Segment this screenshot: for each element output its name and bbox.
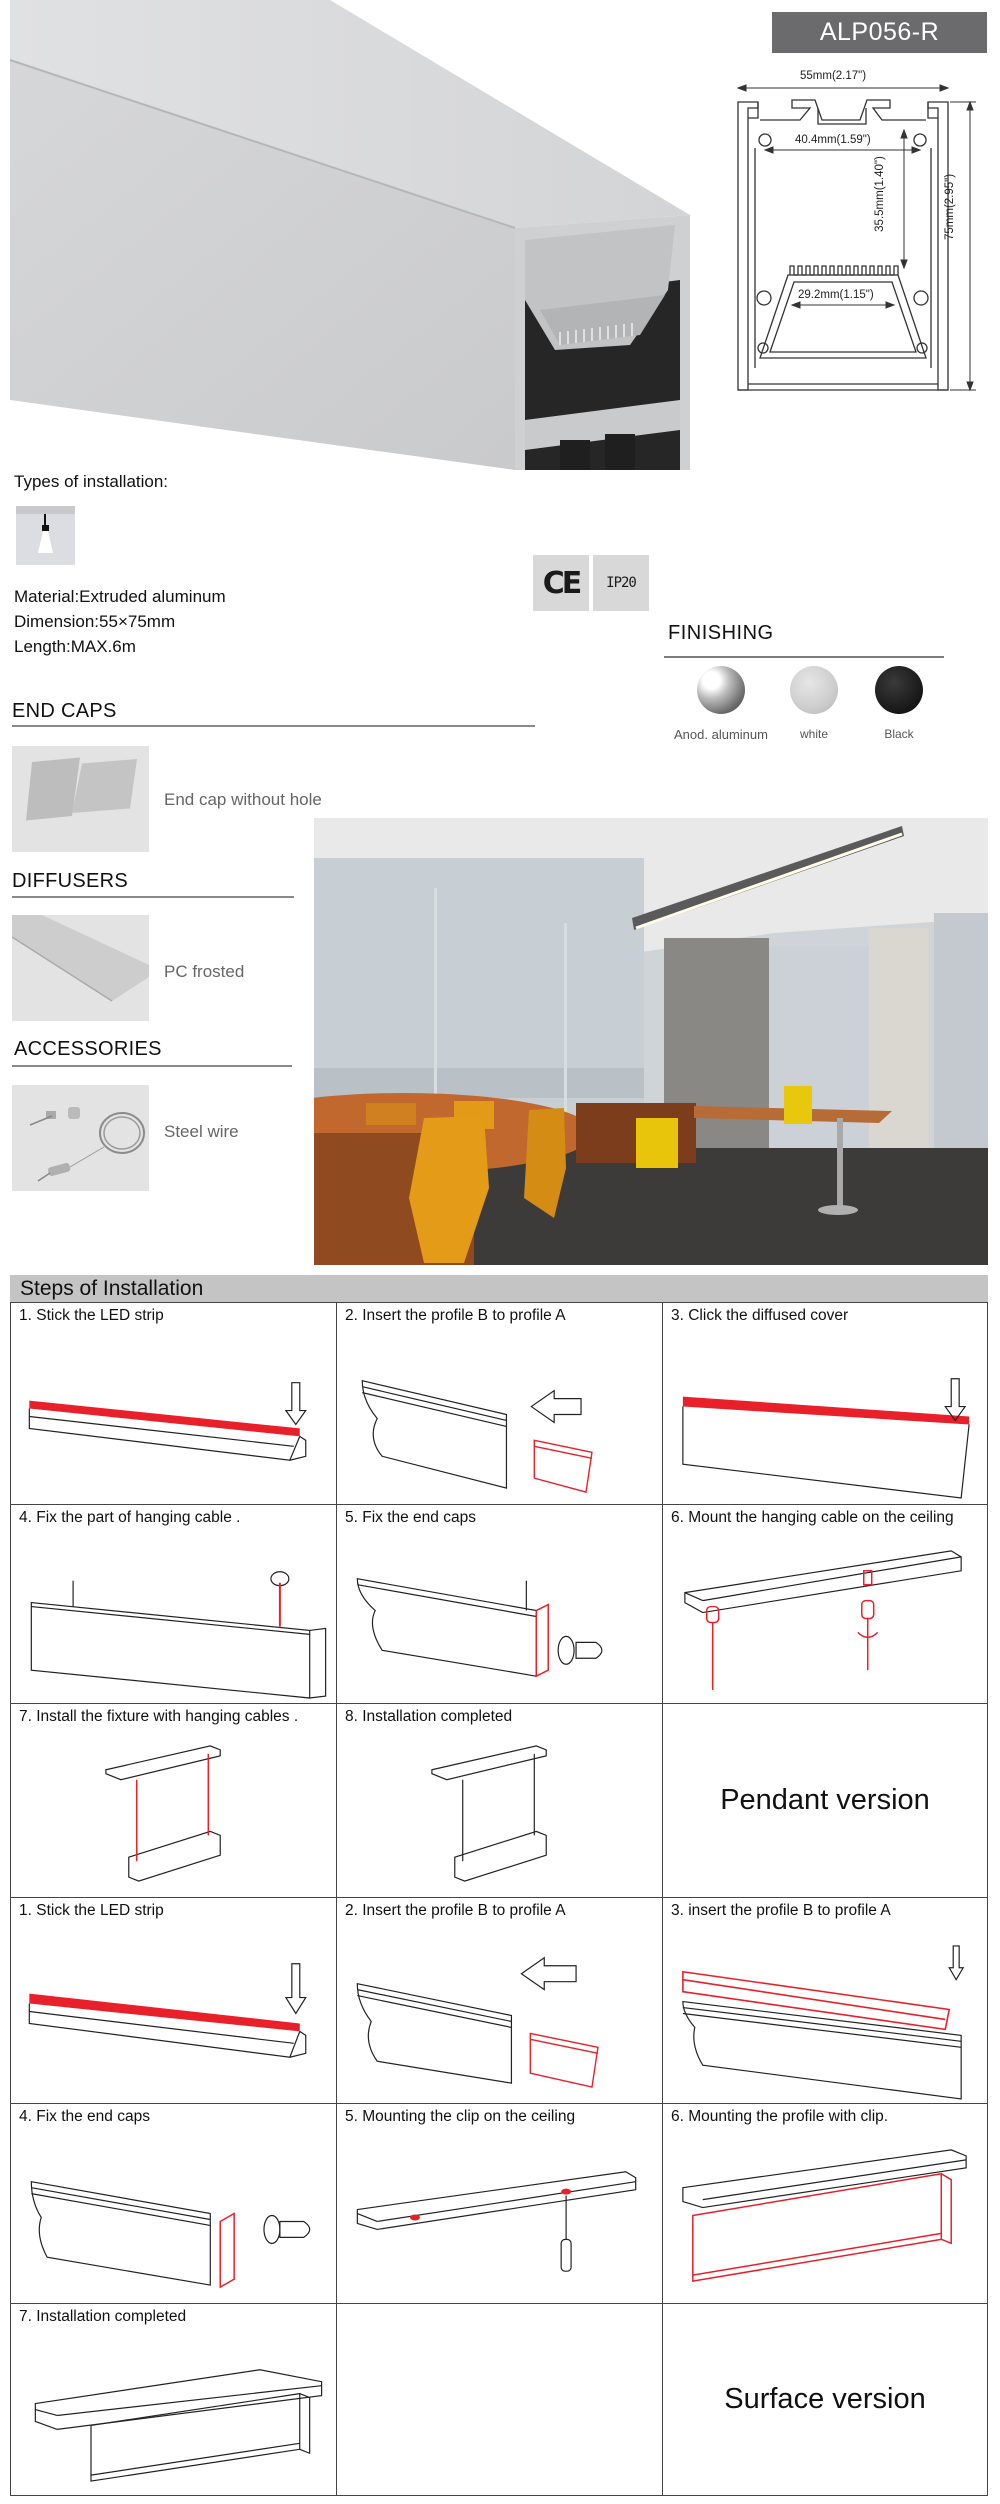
dimension-inner-depth: 35.5mm(1.40") [873,156,886,232]
office-application-photo [314,818,988,1265]
spec-material: Material:Extruded aluminum [14,587,226,606]
pendant-lamp-icon [16,506,75,565]
step-label: 8. Installation completed [345,1708,513,1725]
step-label: 5. Fix the end caps [345,1509,476,1526]
step-cell [663,1505,987,1703]
dimension-width: 55mm(2.17") [800,70,867,82]
divider [12,896,294,898]
end-cap-fix-illustration [337,1531,662,1703]
step-label: 1. Stick the LED strip [19,1902,164,1919]
step-cell [337,2104,663,2303]
step-cell [337,1704,663,1897]
ip-rating-icon: IP20 [593,555,649,611]
diffuser-thumbnail [12,915,149,1021]
steel-wire-label: Steel wire [164,1122,239,1141]
install-fixture-illustration [11,1730,336,1897]
accessories-title: ACCESSORIES [14,1038,162,1060]
step-label: 7. Install the fixture with hanging cables . [19,1708,299,1725]
clip-ceiling-illustration [337,2130,662,2303]
steps-grid [10,1303,988,2496]
pendant-version-label: Pendant version [720,1784,930,1816]
spec-dimension: Dimension:55×75mm [14,612,176,631]
end-caps-title: END CAPS [12,700,117,722]
divider [12,725,535,727]
surface-version-label: Surface version [724,2383,926,2415]
ce-mark-icon: CE [533,555,589,611]
dimension-inner-width: 40.4mm(1.59") [795,134,871,146]
divider [12,1065,292,1067]
step-cell [11,2104,337,2303]
step-cell [11,1704,337,1897]
step-label: 4. Fix the part of hanging cable . [19,1509,241,1526]
cover-insert-illustration [663,1924,987,2103]
step-label: 7. Installation completed [19,2308,187,2325]
profile-insert-illustration [337,1329,662,1504]
step-label: 4. Fix the end caps [19,2108,150,2125]
installation-types-title: Types of installation: [14,472,169,491]
step-label: 3. Click the diffused cover [671,1307,849,1324]
divider [664,656,944,658]
step-cell [663,1898,987,2103]
profile-clip-mount-illustration [663,2130,987,2303]
table-row [11,2304,987,2496]
diffusers-title: DIFFUSERS [12,870,129,892]
step-cell [11,1898,337,2103]
end-cap-label: End cap without hole [164,790,322,809]
diffuser-click-illustration [663,1329,987,1504]
table-row [11,2104,987,2304]
finish-label-black: Black [884,727,914,741]
step-label: 2. Insert the profile B to profile A [345,1902,566,1919]
steel-wire-thumbnail [12,1085,149,1191]
step-cell [663,2104,987,2303]
dimension-height: 75mm(2.95") [944,173,956,240]
dimension-led-base: 29.2mm(1.15") [798,289,874,301]
dimension-drawing [730,68,992,398]
diffuser-label: PC frosted [164,962,245,981]
finish-swatch-anodized[interactable] [697,666,745,714]
table-row [11,1303,987,1505]
led-strip-illustration [11,1924,336,2103]
table-row [11,1505,987,1704]
step-label: 2. Insert the profile B to profile A [345,1307,566,1324]
installation-complete-illustration [11,2330,336,2495]
finishing-title: FINISHING [668,622,774,644]
led-strip-illustration [11,1329,336,1504]
table-row [11,1704,987,1898]
table-row [11,1898,987,2104]
step-label: 3. insert the profile B to profile A [671,1902,891,1919]
step-cell [337,1505,663,1703]
finish-swatch-white[interactable] [790,666,838,714]
finish-swatch-black[interactable] [875,666,923,714]
ceiling-mount-illustration [663,1531,987,1703]
step-cell [337,1303,663,1504]
steps-header: Steps of Installation [10,1275,988,1303]
step-cell [663,2304,987,2495]
step-cell [11,2304,337,2495]
model-badge: ALP056-R [772,12,987,53]
end-cap-thumbnail [12,746,149,852]
step-label: 6. Mount the hanging cable on the ceiling [671,1509,954,1526]
hanging-cable-illustration [11,1531,336,1703]
step-label: 5. Mounting the clip on the ceiling [345,2108,576,2125]
step-label: 1. Stick the LED strip [19,1307,164,1324]
spec-list [14,584,226,659]
step-cell [663,1303,987,1504]
step-cell [337,1898,663,2103]
profile-insert-illustration [337,1924,662,2103]
end-cap-fix-illustration [11,2130,336,2303]
installation-complete-illustration [337,1730,662,1897]
finish-label-anodized: Anod. aluminum [674,727,768,742]
step-cell [663,1704,987,1897]
finish-label-white: white [799,727,828,741]
step-cell [11,1303,337,1504]
step-cell [11,1505,337,1703]
step-cell-empty [337,2304,663,2495]
spec-length: Length:MAX.6m [14,637,136,656]
step-label: 6. Mounting the profile with clip. [671,2108,889,2125]
product-render [0,0,700,470]
